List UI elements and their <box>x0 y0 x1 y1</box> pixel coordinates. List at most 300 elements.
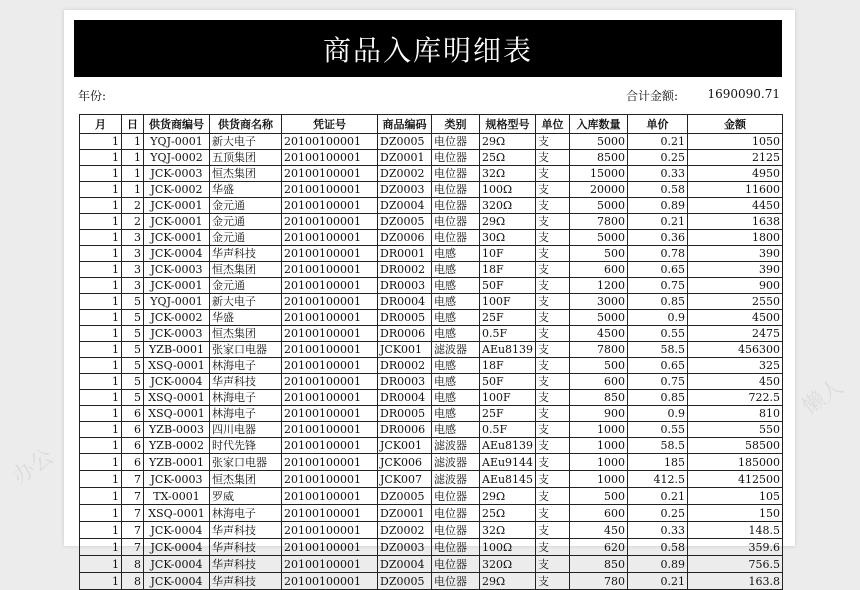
cell-amount: 58500 <box>688 438 783 454</box>
cell-month: 1 <box>80 150 122 166</box>
table-row <box>80 214 783 230</box>
cell-quantity: 20000 <box>570 182 628 198</box>
cell-model: 320Ω <box>480 198 536 214</box>
table-row <box>80 454 783 471</box>
cell-unit: 支 <box>536 326 570 342</box>
cell-supplier-name: 恒杰集团 <box>210 166 282 182</box>
table-body <box>80 134 783 590</box>
cell-category: 电位器 <box>432 198 480 214</box>
table-row <box>80 488 783 505</box>
cell-product-code: DZ0005 <box>378 134 432 150</box>
cell-amount: 722.5 <box>688 390 783 406</box>
cell-voucher: 20100100001 <box>282 230 378 246</box>
cell-quantity: 850 <box>570 390 628 406</box>
cell-unit: 支 <box>536 198 570 214</box>
cell-amount: 185000 <box>688 454 783 471</box>
cell-supplier-id: YZB-0003 <box>144 422 210 438</box>
cell-unit-price: 0.75 <box>628 374 688 390</box>
cell-voucher: 20100100001 <box>282 358 378 374</box>
cell-voucher: 20100100001 <box>282 471 378 488</box>
cell-supplier-name: 罗威 <box>210 488 282 505</box>
cell-amount: 412500 <box>688 471 783 488</box>
table-row <box>80 278 783 294</box>
cell-voucher: 20100100001 <box>282 134 378 150</box>
cell-unit-price: 0.55 <box>628 422 688 438</box>
cell-quantity: 600 <box>570 262 628 278</box>
cell-supplier-id: XSQ-0001 <box>144 406 210 422</box>
col-header-supplier-name: 供货商名称 <box>210 115 282 134</box>
cell-quantity: 620 <box>570 539 628 556</box>
cell-day: 5 <box>122 326 144 342</box>
cell-supplier-name: 金元通 <box>210 230 282 246</box>
cell-day: 5 <box>122 294 144 310</box>
cell-unit-price: 58.5 <box>628 342 688 358</box>
cell-unit: 支 <box>536 471 570 488</box>
cell-unit-price: 0.21 <box>628 134 688 150</box>
cell-category: 电位器 <box>432 134 480 150</box>
cell-supplier-name: 张家口电器 <box>210 454 282 471</box>
cell-unit-price: 0.25 <box>628 505 688 522</box>
cell-voucher: 20100100001 <box>282 278 378 294</box>
table-row <box>80 471 783 488</box>
cell-unit-price: 0.25 <box>628 150 688 166</box>
cell-quantity: 900 <box>570 406 628 422</box>
cell-quantity: 1200 <box>570 278 628 294</box>
cell-unit: 支 <box>536 406 570 422</box>
spreadsheet-page <box>64 10 795 588</box>
col-header-day: 日 <box>122 115 144 134</box>
cell-supplier-id: XSQ-0001 <box>144 358 210 374</box>
col-header-unit: 单位 <box>536 115 570 134</box>
cell-quantity: 5000 <box>570 198 628 214</box>
cell-voucher: 20100100001 <box>282 573 378 590</box>
cell-supplier-name: 新大电子 <box>210 294 282 310</box>
cell-product-code: DZ0005 <box>378 488 432 505</box>
cell-quantity: 780 <box>570 573 628 590</box>
cell-supplier-name: 华盛 <box>210 310 282 326</box>
cell-category: 电感 <box>432 278 480 294</box>
cell-unit: 支 <box>536 505 570 522</box>
cell-quantity: 1000 <box>570 422 628 438</box>
year-label: 年份: <box>78 89 107 103</box>
cell-supplier-id: YQJ-0002 <box>144 150 210 166</box>
cell-supplier-name: 恒杰集团 <box>210 262 282 278</box>
table-row <box>80 198 783 214</box>
cell-model: 29Ω <box>480 134 536 150</box>
cell-unit: 支 <box>536 150 570 166</box>
table-row <box>80 326 783 342</box>
table-row <box>80 182 783 198</box>
table-row <box>80 134 783 150</box>
cell-voucher: 20100100001 <box>282 294 378 310</box>
cell-category: 电位器 <box>432 166 480 182</box>
cell-model: 50F <box>480 278 536 294</box>
cell-voucher: 20100100001 <box>282 438 378 454</box>
cell-supplier-id: JCK-0004 <box>144 246 210 262</box>
cell-quantity: 500 <box>570 488 628 505</box>
cell-supplier-id: JCK-0003 <box>144 262 210 278</box>
cell-amount: 105 <box>688 488 783 505</box>
total-amount-label: 合计金额: <box>626 89 679 103</box>
cell-supplier-name: 金元通 <box>210 198 282 214</box>
cell-amount: 148.5 <box>688 522 783 539</box>
total-amount-value: 1690090.71 <box>707 87 780 101</box>
cell-unit-price: 0.21 <box>628 214 688 230</box>
cell-supplier-id: YQJ-0001 <box>144 134 210 150</box>
cell-model: 100Ω <box>480 182 536 198</box>
cell-quantity: 450 <box>570 522 628 539</box>
cell-category: 电位器 <box>432 150 480 166</box>
cell-supplier-id: YQJ-0001 <box>144 294 210 310</box>
cell-product-code: DZ0003 <box>378 182 432 198</box>
cell-amount: 456300 <box>688 342 783 358</box>
cell-quantity: 15000 <box>570 166 628 182</box>
cell-quantity: 500 <box>570 358 628 374</box>
cell-supplier-id: XSQ-0001 <box>144 505 210 522</box>
cell-voucher: 20100100001 <box>282 556 378 573</box>
cell-unit-price: 58.5 <box>628 438 688 454</box>
cell-supplier-name: 林海电子 <box>210 358 282 374</box>
cell-month: 1 <box>80 214 122 230</box>
cell-unit: 支 <box>536 134 570 150</box>
cell-unit-price: 0.36 <box>628 230 688 246</box>
cell-quantity: 5000 <box>570 134 628 150</box>
cell-month: 1 <box>80 454 122 471</box>
cell-unit-price: 0.85 <box>628 390 688 406</box>
cell-unit-price: 0.21 <box>628 573 688 590</box>
table-row <box>80 262 783 278</box>
table-row <box>80 342 783 358</box>
cell-supplier-id: JCK-0003 <box>144 471 210 488</box>
cell-model: 25F <box>480 310 536 326</box>
cell-category: 电感 <box>432 390 480 406</box>
cell-model: AEu8139 <box>480 342 536 358</box>
cell-day: 7 <box>122 505 144 522</box>
cell-amount: 2475 <box>688 326 783 342</box>
cell-day: 5 <box>122 358 144 374</box>
cell-unit: 支 <box>536 294 570 310</box>
cell-category: 电位器 <box>432 182 480 198</box>
cell-day: 6 <box>122 422 144 438</box>
cell-category: 电感 <box>432 358 480 374</box>
cell-category: 滤波器 <box>432 471 480 488</box>
cell-quantity: 1000 <box>570 471 628 488</box>
cell-model: AEu8139 <box>480 438 536 454</box>
cell-quantity: 5000 <box>570 230 628 246</box>
cell-supplier-name: 恒杰集团 <box>210 471 282 488</box>
cell-product-code: JCK001 <box>378 438 432 454</box>
cell-unit-price: 0.58 <box>628 182 688 198</box>
cell-unit-price: 0.89 <box>628 556 688 573</box>
col-header-product-code: 商品编码 <box>378 115 432 134</box>
title-banner <box>74 20 782 77</box>
cell-category: 电感 <box>432 294 480 310</box>
table-row <box>80 246 783 262</box>
cell-model: 30Ω <box>480 230 536 246</box>
cell-month: 1 <box>80 573 122 590</box>
cell-day: 2 <box>122 198 144 214</box>
cell-quantity: 5000 <box>570 310 628 326</box>
cell-supplier-name: 张家口电器 <box>210 342 282 358</box>
cell-supplier-name: 华声科技 <box>210 246 282 262</box>
col-header-model: 规格型号 <box>480 115 536 134</box>
cell-amount: 756.5 <box>688 556 783 573</box>
cell-month: 1 <box>80 262 122 278</box>
cell-voucher: 20100100001 <box>282 505 378 522</box>
cell-amount: 150 <box>688 505 783 522</box>
cell-day: 6 <box>122 454 144 471</box>
cell-day: 8 <box>122 573 144 590</box>
cell-unit: 支 <box>536 390 570 406</box>
cell-supplier-id: JCK-0002 <box>144 310 210 326</box>
cell-model: AEu8145 <box>480 471 536 488</box>
cell-product-code: DZ0003 <box>378 539 432 556</box>
cell-product-code: DZ0004 <box>378 198 432 214</box>
cell-unit: 支 <box>536 556 570 573</box>
cell-voucher: 20100100001 <box>282 390 378 406</box>
cell-day: 1 <box>122 134 144 150</box>
cell-quantity: 4500 <box>570 326 628 342</box>
cell-voucher: 20100100001 <box>282 150 378 166</box>
cell-unit-price: 0.55 <box>628 326 688 342</box>
cell-unit-price: 0.85 <box>628 294 688 310</box>
cell-model: 10F <box>480 246 536 262</box>
inventory-table <box>79 114 783 590</box>
cell-unit: 支 <box>536 166 570 182</box>
table-row <box>80 438 783 454</box>
col-header-quantity: 入库数量 <box>570 115 628 134</box>
cell-voucher: 20100100001 <box>282 310 378 326</box>
cell-model: 29Ω <box>480 488 536 505</box>
cell-category: 电位器 <box>432 214 480 230</box>
cell-quantity: 1000 <box>570 438 628 454</box>
cell-amount: 2125 <box>688 150 783 166</box>
cell-category: 滤波器 <box>432 342 480 358</box>
cell-model: 18F <box>480 262 536 278</box>
cell-voucher: 20100100001 <box>282 374 378 390</box>
cell-product-code: DR0001 <box>378 246 432 262</box>
cell-month: 1 <box>80 294 122 310</box>
cell-model: 25Ω <box>480 150 536 166</box>
cell-product-code: DR0003 <box>378 278 432 294</box>
cell-unit: 支 <box>536 422 570 438</box>
table-row <box>80 422 783 438</box>
cell-unit-price: 0.33 <box>628 522 688 539</box>
cell-day: 8 <box>122 556 144 573</box>
cell-model: 100F <box>480 294 536 310</box>
cell-unit-price: 412.5 <box>628 471 688 488</box>
cell-quantity: 3000 <box>570 294 628 310</box>
cell-supplier-id: JCK-0001 <box>144 230 210 246</box>
cell-supplier-name: 华声科技 <box>210 522 282 539</box>
cell-supplier-id: XSQ-0001 <box>144 390 210 406</box>
table-row <box>80 310 783 326</box>
cell-product-code: DR0002 <box>378 358 432 374</box>
cell-unit: 支 <box>536 342 570 358</box>
cell-product-code: DR0004 <box>378 390 432 406</box>
cell-supplier-name: 华声科技 <box>210 573 282 590</box>
cell-unit-price: 0.65 <box>628 358 688 374</box>
cell-day: 1 <box>122 166 144 182</box>
cell-day: 5 <box>122 374 144 390</box>
cell-unit: 支 <box>536 246 570 262</box>
cell-month: 1 <box>80 326 122 342</box>
cell-supplier-name: 时代先锋 <box>210 438 282 454</box>
cell-unit: 支 <box>536 230 570 246</box>
cell-amount: 1050 <box>688 134 783 150</box>
cell-amount: 4450 <box>688 198 783 214</box>
cell-product-code: DZ0002 <box>378 522 432 539</box>
cell-supplier-id: JCK-0001 <box>144 214 210 230</box>
cell-unit: 支 <box>536 573 570 590</box>
cell-unit-price: 0.78 <box>628 246 688 262</box>
cell-supplier-name: 五顶集团 <box>210 150 282 166</box>
cell-category: 滤波器 <box>432 454 480 471</box>
cell-month: 1 <box>80 230 122 246</box>
table-row <box>80 166 783 182</box>
cell-supplier-name: 金元通 <box>210 278 282 294</box>
table-row <box>80 556 783 573</box>
table-row <box>80 505 783 522</box>
table-row <box>80 406 783 422</box>
cell-voucher: 20100100001 <box>282 214 378 230</box>
cell-month: 1 <box>80 134 122 150</box>
cell-model: 29Ω <box>480 573 536 590</box>
cell-category: 电感 <box>432 374 480 390</box>
cell-supplier-name: 华声科技 <box>210 556 282 573</box>
cell-day: 2 <box>122 214 144 230</box>
cell-amount: 2550 <box>688 294 783 310</box>
cell-category: 电位器 <box>432 573 480 590</box>
cell-amount: 550 <box>688 422 783 438</box>
cell-voucher: 20100100001 <box>282 406 378 422</box>
cell-voucher: 20100100001 <box>282 454 378 471</box>
table-row <box>80 539 783 556</box>
cell-supplier-id: JCK-0002 <box>144 182 210 198</box>
cell-supplier-id: JCK-0003 <box>144 326 210 342</box>
cell-day: 3 <box>122 278 144 294</box>
table-row <box>80 358 783 374</box>
cell-unit-price: 0.33 <box>628 166 688 182</box>
cell-amount: 325 <box>688 358 783 374</box>
cell-unit: 支 <box>536 488 570 505</box>
cell-amount: 900 <box>688 278 783 294</box>
col-header-supplier-id: 供货商编号 <box>144 115 210 134</box>
cell-month: 1 <box>80 471 122 488</box>
cell-voucher: 20100100001 <box>282 166 378 182</box>
cell-supplier-name: 新大电子 <box>210 134 282 150</box>
cell-month: 1 <box>80 198 122 214</box>
cell-month: 1 <box>80 422 122 438</box>
cell-month: 1 <box>80 539 122 556</box>
cell-model: 100F <box>480 390 536 406</box>
cell-product-code: DR0005 <box>378 310 432 326</box>
cell-model: AEu9144 <box>480 454 536 471</box>
cell-category: 滤波器 <box>432 438 480 454</box>
cell-category: 电位器 <box>432 488 480 505</box>
cell-product-code: DR0006 <box>378 326 432 342</box>
cell-voucher: 20100100001 <box>282 326 378 342</box>
cell-voucher: 20100100001 <box>282 342 378 358</box>
cell-month: 1 <box>80 358 122 374</box>
cell-month: 1 <box>80 390 122 406</box>
cell-amount: 1638 <box>688 214 783 230</box>
cell-product-code: DR0002 <box>378 262 432 278</box>
cell-product-code: DR0006 <box>378 422 432 438</box>
page-title: 商品入库明细表 <box>322 33 533 67</box>
cell-unit: 支 <box>536 214 570 230</box>
col-header-category: 类别 <box>432 115 480 134</box>
cell-voucher: 20100100001 <box>282 488 378 505</box>
cell-month: 1 <box>80 310 122 326</box>
cell-supplier-id: JCK-0004 <box>144 522 210 539</box>
cell-day: 3 <box>122 230 144 246</box>
cell-supplier-name: 华盛 <box>210 182 282 198</box>
cell-day: 7 <box>122 539 144 556</box>
cell-month: 1 <box>80 438 122 454</box>
cell-supplier-name: 四川电器 <box>210 422 282 438</box>
cell-supplier-id: JCK-0003 <box>144 166 210 182</box>
cell-model: 100Ω <box>480 539 536 556</box>
cell-month: 1 <box>80 182 122 198</box>
cell-month: 1 <box>80 246 122 262</box>
col-header-voucher: 凭证号 <box>282 115 378 134</box>
col-header-unit-price: 单价 <box>628 115 688 134</box>
cell-quantity: 500 <box>570 246 628 262</box>
cell-supplier-id: YZB-0001 <box>144 454 210 471</box>
cell-voucher: 20100100001 <box>282 246 378 262</box>
cell-supplier-name: 金元通 <box>210 214 282 230</box>
cell-model: 32Ω <box>480 166 536 182</box>
cell-supplier-name: 林海电子 <box>210 505 282 522</box>
cell-category: 电感 <box>432 262 480 278</box>
cell-category: 电感 <box>432 246 480 262</box>
table-row <box>80 573 783 590</box>
table-row <box>80 390 783 406</box>
cell-unit-price: 0.75 <box>628 278 688 294</box>
cell-product-code: DR0004 <box>378 294 432 310</box>
cell-amount: 390 <box>688 262 783 278</box>
cell-voucher: 20100100001 <box>282 198 378 214</box>
cell-product-code: DR0005 <box>378 406 432 422</box>
cell-unit: 支 <box>536 454 570 471</box>
cell-unit-price: 0.9 <box>628 310 688 326</box>
cell-supplier-name: 林海电子 <box>210 390 282 406</box>
cell-quantity: 1000 <box>570 454 628 471</box>
cell-day: 3 <box>122 262 144 278</box>
cell-supplier-id: JCK-0001 <box>144 198 210 214</box>
cell-category: 电位器 <box>432 230 480 246</box>
cell-supplier-id: JCK-0004 <box>144 374 210 390</box>
cell-product-code: JCK001 <box>378 342 432 358</box>
cell-product-code: DZ0001 <box>378 150 432 166</box>
cell-product-code: DR0003 <box>378 374 432 390</box>
cell-category: 电感 <box>432 310 480 326</box>
cell-amount: 4500 <box>688 310 783 326</box>
cell-unit: 支 <box>536 358 570 374</box>
cell-voucher: 20100100001 <box>282 182 378 198</box>
cell-day: 1 <box>122 182 144 198</box>
cell-supplier-id: JCK-0004 <box>144 539 210 556</box>
cell-supplier-name: 林海电子 <box>210 406 282 422</box>
cell-month: 1 <box>80 278 122 294</box>
cell-category: 电位器 <box>432 522 480 539</box>
cell-category: 电感 <box>432 326 480 342</box>
cell-product-code: DZ0006 <box>378 230 432 246</box>
table-row <box>80 294 783 310</box>
cell-unit-price: 0.58 <box>628 539 688 556</box>
cell-unit-price: 0.21 <box>628 488 688 505</box>
